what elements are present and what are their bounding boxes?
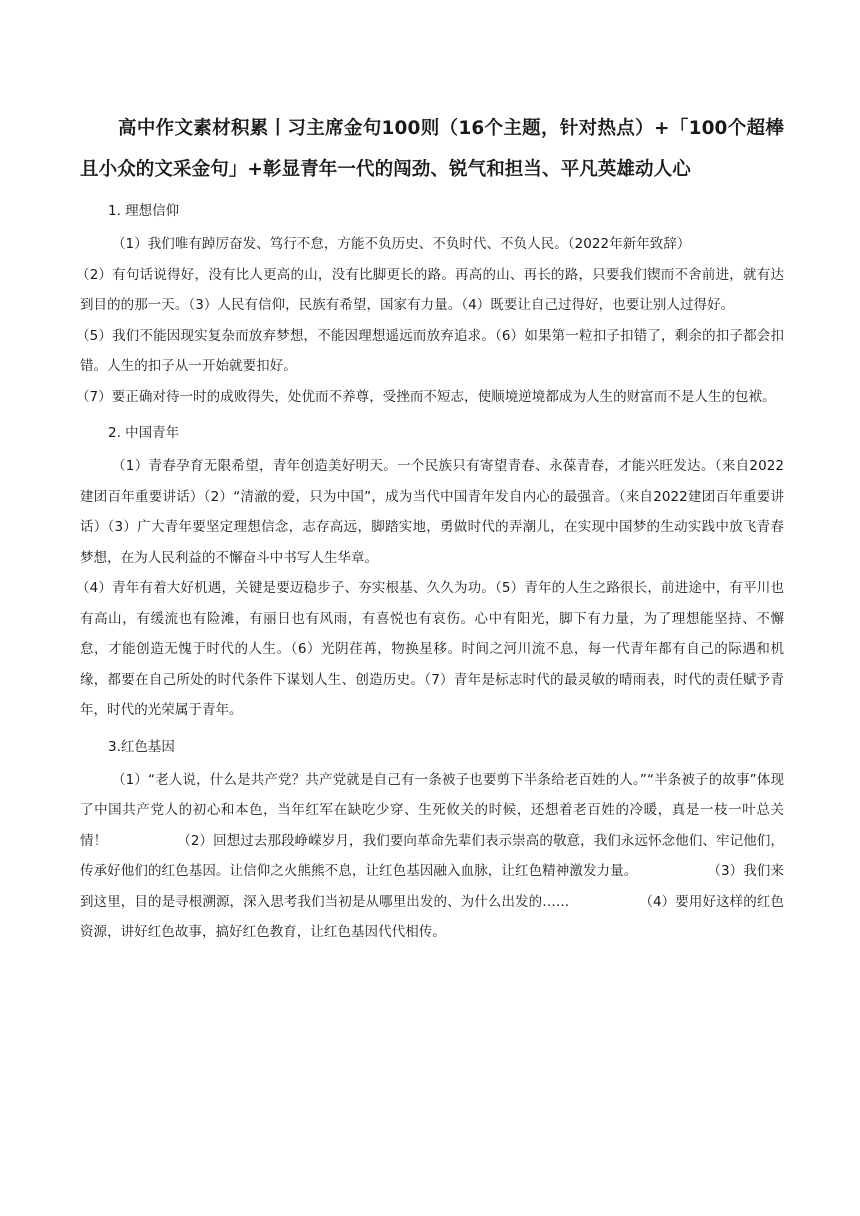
paragraph-part: （4）要用好这样的红色资源，讲好红色故事，搞好红色教育，让红色基因代代相传。 — [80, 893, 784, 940]
paragraph-part: （3）我们来到这里，目的是寻根溯源，深入思考我们当初是从哪里出发的、为什么出发的…… — [80, 863, 784, 910]
paragraph: （1）我们唯有踔厉奋发、笃行不怠，方能不负历史、不负时代、不负人民。（2022年新年致辞） — [112, 236, 691, 252]
section-red-genes — [80, 736, 784, 948]
paragraph-combined — [80, 765, 784, 948]
paragraph-part: （2）回想过去那段峥嵘岁月，我们要向革命先辈们表示崇高的敬意，我们永远怀念他们、牢记他们，传承好他们的红色基因。让信仰之火熊熊不息，让红色基因融入血脉，让红色精神激发力量。 — [80, 832, 784, 879]
section-ideals — [76, 200, 784, 412]
paragraph: （1）青春孕育无限希望，青年创造美好明天。一个民族只有寄望青春、永葆青春，才能兴旺发达。（来自2022建团百年重要讲话）（2）“清澈的爱，只为中国”，成为当代中国青年发自内心的最强音。（来自2022建团百年重要讲话）（3）广大青年要坚定理想信念，志存高远，脚踏实地，勇做时代的弄潮儿，在实现中国梦的生动实践中放飞青春梦想，在为人民利益的不懈奋斗中书写人生华章。 — [80, 458, 784, 566]
paragraph: （4）青年有着大好机遇，关键是要迈稳步子、夯实根基、久久为功。（5）青年的人生之路很长，前进途中，有平川也有高山，有缓流也有险滩，有丽日也有风雨，有喜悦也有哀伤。心中有阳光，脚下有力量，为了理想能坚持、不懈怠，才能创造无愧于时代的人生。（6）光阴荏苒，物换星移。时间之河川流不息，每一代青年都有自己的际遇和机缘，都要在自己所处的时代条件下谋划人生、创造历史。（7）青年是标志时代的最灵敏的晴雨表，时代的责任赋予青年，时代的光荣属于青年。 — [76, 580, 784, 718]
paragraph: （2）有句话说得好，没有比人更高的山，没有比脚更长的路。再高的山、再长的路，只要我们锲而不舍前进，就有达到目的的那一天。（3）人民有信仰，民族有希望，国家有力量。（4）既要让自己过得好，也要让别人过得好。 — [76, 266, 784, 313]
paragraph: （5）我们不能因现实复杂而放弃梦想，不能因理想遥远而放弃追求。（6）如果第一粒扣子扣错了，剩余的扣子都会扣错。人生的扣子从一开始就要扣好。 — [76, 327, 784, 374]
section-heading: 1. 理想信仰 — [108, 203, 180, 219]
section-heading: 2. 中国青年 — [108, 425, 180, 441]
section-china-youth — [76, 422, 784, 726]
document-title: 高中作文素材积累丨习主席金句100则（16个主题，针对热点）+「100个超棒且小众的文采金句」+彰显青年一代的闯劲、锐气和担当、平凡英雄动人心 — [80, 118, 784, 180]
paragraph: （7）要正确对待一时的成败得失，处优而不养尊，受挫而不短志，使顺境逆境都成为人生的财富而不是人生的包袱。 — [76, 388, 776, 405]
section-heading: 3.红色基因 — [108, 738, 175, 755]
paragraph-part: （1）“老人说，什么是共产党？共产党就是自己有一条被子也要剪下半条给老百姓的人。”“半条被子的故事”体现了中国共产党人的初心和本色，当年红军在缺吃少穿、生死攸关的时候，还想着老百姓的冷暖，真是一枝一叶总关情！ — [80, 771, 784, 849]
